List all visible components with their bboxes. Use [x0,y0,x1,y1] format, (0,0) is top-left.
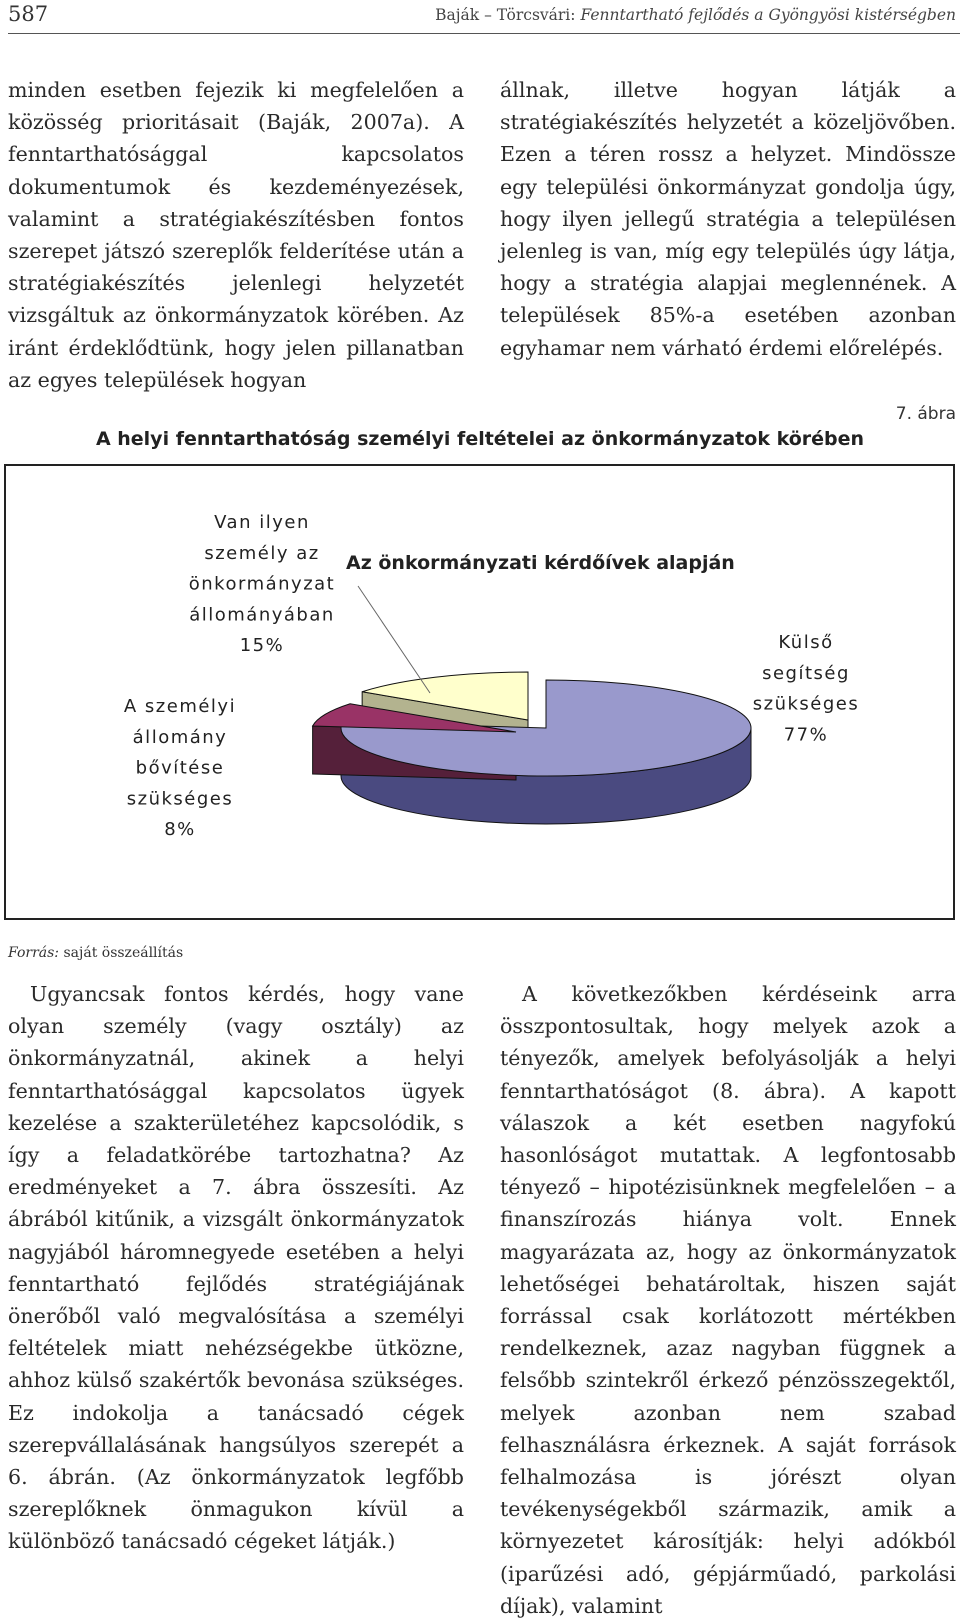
pie-slice-label: A személyi állomány bővítése szükséges 8% [123,696,237,841]
paragraph: Ugyancsak fontos kérdés, hogy vane olyan személy (vagy osztály) az önkormányzatnál, akinek a helyi fenntarthatósággal kapcsolatos ügyek kezelése a szakterületéhez kapcsolódik, s így a feladatkörébe tartozhatna? Az eredményeket a 7. ábra összesíti. Az ábrából kitűnik, a vizsgált önkormányzatok nagyjából háromnegyede esetében a helyi fenntartható fejlődés stratégiájának önerőből való megvalósítása a személyi feltételek miatt nehézségekbe ütközne, ahhoz külső szakértők bevonása szükséges. Ez indokolja a tanácsadó cégek szerepvállalásának hangsúlyos szerepét a 6. ábrán. (Az önkormányzatok legfőbb szereplőknek önmagukon kívül a különböző tanácsadó cégeket látják.) [8,982,464,1554]
leader-line [358,586,430,693]
page-number: 587 [8,2,49,26]
paragraph: állnak, illetve hogyan látják a stratégiakészítés helyzetét a közeljövőben. Ezen a téren rossz a helyzet. Mindössze egy települési önkormányzat gondolja úgy, hogy ilyen jellegű stratégia a településen jelenleg is van, míg egy település úgy látja, hogy a stratégia alapjai meglennének. A települések 85%-a esetében azonban egyhamar nem várható érdemi előrelépés. [500,78,956,360]
paragraph: A következőkben kérdéseink arra összpontosultak, hogy melyek azok a tényezők, amelyek befolyásolják a helyi fenntarthatóságot (8. ábra). A kapott válaszok a két esetben nagyfokú hasonlóságot mutattak. A legfontosabb tényező – hipotézisünknek megfelelően – a finanszírozás hiánya volt. Ennek magyarázata az, hogy az önkormányzatok lehetőségei behatároltak, hiszen saját forrással csak korlátozott mértékben rendelkeznek, azaz nagyban függnek a felsőbb szintekről érkező pénzösszegektől, melyek azonban nem szabad felhasználásra érkeznek. A saját források felhalmozása is jórészt olyan tevékenységekből származik, amik a környezetet károsítják: helyi adókból (iparűzési adó, gépjárműadó, parkolási díjak), valamint [500,982,956,1618]
text-column-bottom-right [500,978,956,1622]
pie-chart [6,466,953,918]
pie-slice-label: Külső segítség szükséges 77% [752,632,860,746]
source-text: saját összeállítás [63,945,184,961]
figure-source [8,945,183,961]
figure-title: A helyi fenntarthatóság személyi feltételei az önkormányzatok körében [95,428,865,450]
header-rule [8,33,960,34]
figure-number: 7. ábra [895,404,956,424]
running-head-authors: Baják – Törcsvári: [435,6,576,24]
paragraph: minden esetben fejezik ki megfelelően a közösség prioritásait (Baják, 2007a). A fenntarthatósággal kapcsolatos dokumentumok és kezdeményezések, valamint a stratégiakészítésben fontos szerepet játszó szereplők felderítése után a stratégiakészítés jelenlegi helyzetét vizsgáltuk az önkormányzatok körében. Az iránt érdeklődtünk, hogy jelen pillanatban az egyes települések hogyan [8,78,464,392]
text-column-top-left [8,74,464,396]
text-column-bottom-left [8,978,464,1558]
pie-slice-label: Van ilyen személy az önkormányzat állományában 15% [188,512,336,657]
figure-frame [4,464,955,920]
source-label: Forrás: [8,945,60,961]
text-column-top-right [500,74,956,364]
running-head-title: Fenntartható fejlődés a Gyöngyösi kistérségben [580,6,956,24]
chart-title: Az önkormányzati kérdőívek alapján [346,552,735,574]
running-head [435,6,956,24]
